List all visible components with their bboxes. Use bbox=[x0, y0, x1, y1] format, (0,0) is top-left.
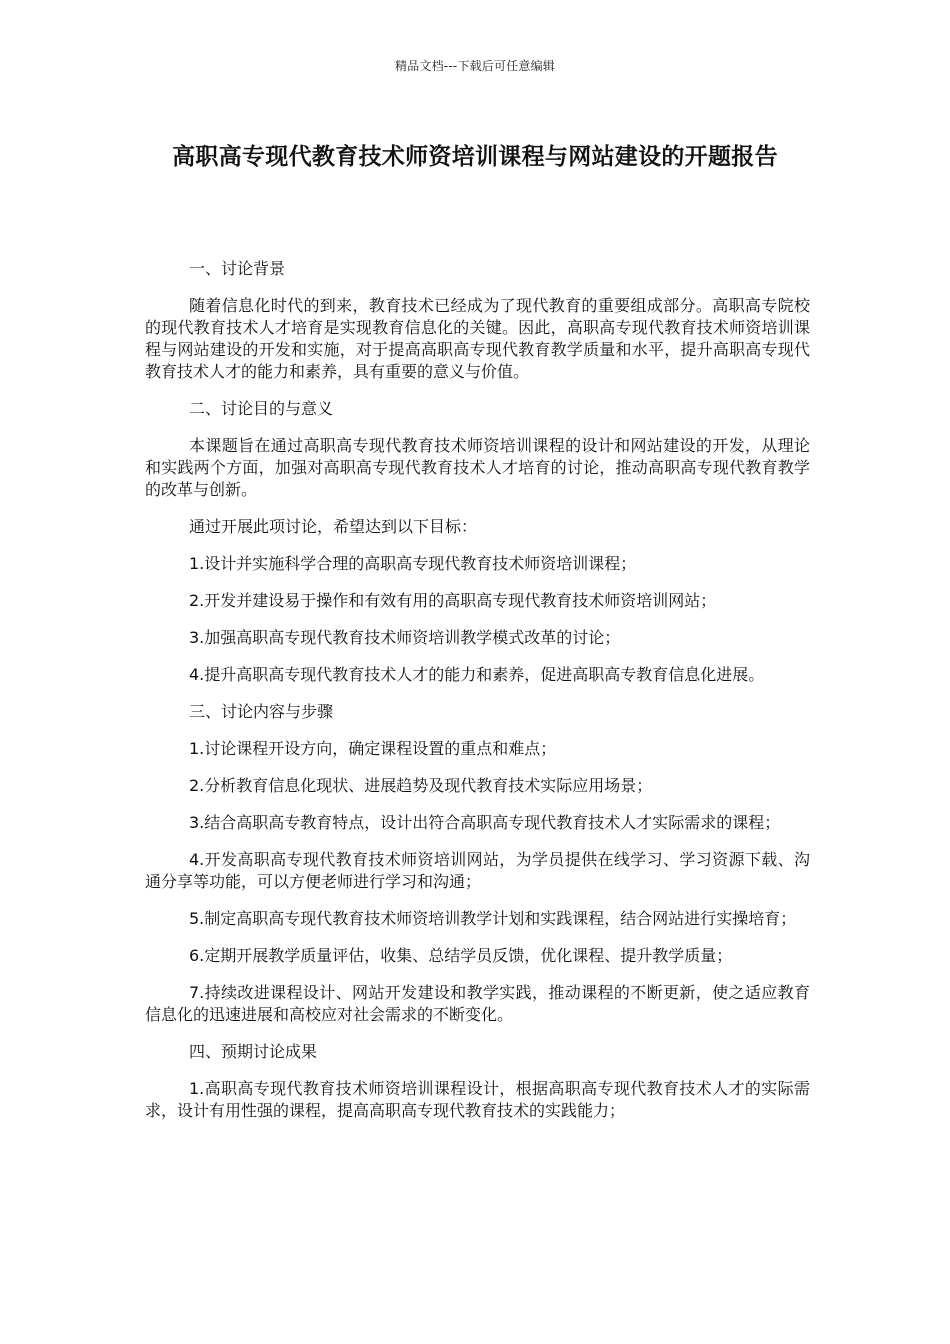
list-item: 7.持续改进课程设计、网站开发建设和教学实践，推动课程的不断更新，使之适应教育信息化的迅速进展和高校应对社会需求的不断变化。 bbox=[145, 983, 810, 1024]
list-item: 2.开发并建设易于操作和有效有用的高职高专现代教育技术师资培训网站； bbox=[189, 591, 717, 610]
header-note: 精品文档---下载后可任意编辑 bbox=[395, 59, 555, 73]
section-heading: 一、讨论背景 bbox=[189, 259, 286, 278]
paragraph: 随着信息化时代的到来，教育技术已经成为了现代教育的重要组成部分。高职高专院校的现代教育技术人才培育是实现教育信息化的关键。因此，高职高专现代教育技术师资培训课程与网站建设的开发和实施，对于提高高职高专现代教育教学质量和水平，提升高职高专现代教育技术人才的能力和素养，具有重要的意义与价值。 bbox=[145, 296, 810, 381]
list-item: 5.制定高职高专现代教育技术师资培训教学计划和实践课程，结合网站进行实操培育； bbox=[189, 909, 797, 928]
paragraph: 本课题旨在通过高职高专现代教育技术师资培训课程的设计和网站建设的开发，从理论和实践两个方面，加强对高职高专现代教育技术人才培育的讨论，推动高职高专现代教育教学的改革与创新。 bbox=[145, 436, 810, 499]
list-item: 4.提升高职高专现代教育技术人才的能力和素养，促进高职高专教育信息化进展。 bbox=[189, 665, 765, 684]
list-item: 1.设计并实施科学合理的高职高专现代教育技术师资培训课程； bbox=[189, 554, 637, 573]
list-item: 3.加强高职高专现代教育技术师资培训教学模式改革的讨论； bbox=[189, 628, 621, 647]
document-title: 高职高专现代教育技术师资培训课程与网站建设的开题报告 bbox=[172, 144, 778, 170]
section-heading: 二、讨论目的与意义 bbox=[189, 399, 334, 418]
paragraph: 通过开展此项讨论，希望达到以下目标： bbox=[189, 517, 478, 536]
section-heading: 四、预期讨论成果 bbox=[189, 1042, 318, 1061]
section-heading: 三、讨论内容与步骤 bbox=[189, 702, 334, 721]
list-item: 6.定期开展教学质量评估，收集、总结学员反馈，优化课程、提升教学质量； bbox=[189, 946, 733, 965]
list-item: 4.开发高职高专现代教育技术师资培训网站，为学员提供在线学习、学习资源下载、沟通分享等功能，可以方便老师进行学习和沟通； bbox=[145, 850, 810, 891]
list-item: 1.高职高专现代教育技术师资培训课程设计，根据高职高专现代教育技术人才的实际需求，设计有用性强的课程，提高高职高专现代教育技术的实践能力； bbox=[145, 1079, 810, 1120]
list-item: 1.讨论课程开设方向，确定课程设置的重点和难点； bbox=[189, 739, 557, 758]
list-item: 2.分析教育信息化现状、进展趋势及现代教育技术实际应用场景； bbox=[189, 776, 653, 795]
document-body bbox=[145, 258, 810, 1137]
list-item: 3.结合高职高专教育特点，设计出符合高职高专现代教育技术人才实际需求的课程； bbox=[189, 813, 781, 832]
